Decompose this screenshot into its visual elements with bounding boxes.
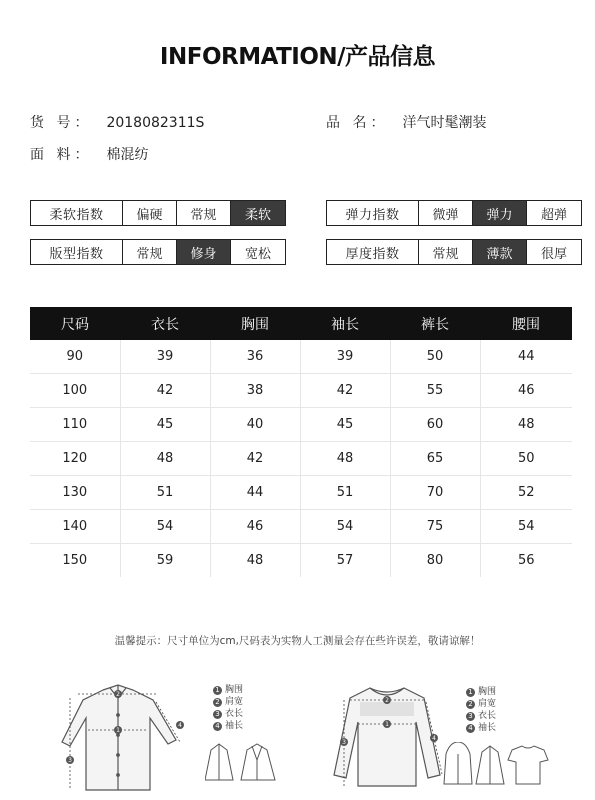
table-row	[30, 442, 572, 476]
table-cell: 42	[210, 442, 300, 476]
table-cell: 57	[300, 544, 390, 578]
table-cell: 42	[300, 374, 390, 408]
page-title: INFORMATION/产品信息	[159, 44, 436, 70]
left-legend	[213, 684, 243, 732]
table-cell: 110	[30, 408, 120, 442]
svg-text:1: 1	[385, 721, 389, 728]
elasticity-index-label: 弹力指数	[327, 201, 419, 225]
table-cell: 120	[30, 442, 120, 476]
table-cell: 50	[390, 340, 480, 374]
shirt-measurement-diagram	[58, 680, 198, 795]
softness-index	[30, 200, 286, 226]
legend-item: 3 衣长	[213, 708, 243, 720]
table-cell: 39	[300, 340, 390, 374]
elasticity-option: 超弹	[540, 207, 567, 223]
elasticity-index	[326, 200, 582, 226]
table-cell: 45	[120, 408, 210, 442]
fabric-label: 面 料：	[30, 147, 93, 163]
table-row	[30, 374, 572, 408]
header-pants-length: 裤长	[390, 307, 480, 340]
table-cell: 54	[480, 510, 572, 544]
table-cell: 150	[30, 544, 120, 578]
fit-index	[30, 239, 286, 265]
table-cell: 46	[480, 374, 572, 408]
table-cell: 60	[390, 408, 480, 442]
svg-text:3: 3	[342, 739, 346, 746]
jacket-icons	[205, 740, 280, 788]
table-cell: 48	[120, 442, 210, 476]
svg-text:4: 4	[432, 735, 436, 742]
header-length: 衣长	[120, 307, 210, 340]
table-cell: 80	[390, 544, 480, 578]
table-cell: 56	[517, 553, 535, 568]
table-row	[30, 340, 572, 374]
table-cell: 36	[210, 340, 300, 374]
product-name	[326, 112, 486, 132]
top-icons	[440, 742, 550, 788]
header-sleeve: 袖长	[300, 307, 390, 340]
table-cell: 40	[210, 408, 300, 442]
table-cell: 48	[210, 544, 300, 578]
header-waist: 腰围	[480, 307, 572, 340]
legend-item: 1 胸围	[466, 686, 496, 698]
right-legend	[466, 686, 496, 734]
thickness-option-selected: 薄款	[473, 240, 527, 264]
header-chest: 胸围	[210, 307, 300, 340]
fit-option: 常规	[123, 240, 177, 264]
legend-shoulder-label: 肩宽	[225, 697, 244, 707]
svg-text:3: 3	[68, 757, 72, 764]
item-number	[30, 112, 204, 132]
legend-item: 2 肩宽	[466, 698, 496, 710]
softness-option: 常规	[177, 201, 231, 225]
item-number-value: 2018082311S	[106, 115, 205, 131]
table-row	[30, 510, 572, 544]
softness-index-label: 柔软指数	[31, 201, 123, 225]
legend-item: 1 胸围	[213, 684, 243, 696]
legend-chest-label: 胸围	[478, 687, 497, 697]
table-cell: 38	[210, 374, 300, 408]
table-cell: 44	[480, 340, 572, 374]
item-number-label: 货 号：	[30, 115, 93, 131]
fit-option: 宽松	[244, 246, 271, 262]
svg-text:1: 1	[116, 727, 120, 734]
legend-sleeve-label: 袖长	[225, 721, 244, 731]
thickness-index-label: 厚度指数	[327, 240, 419, 264]
header-size: 尺码	[30, 307, 120, 340]
thickness-option: 很厚	[540, 246, 567, 262]
table-cell: 51	[120, 476, 210, 510]
svg-text:2: 2	[116, 691, 120, 698]
thickness-index	[326, 239, 582, 265]
legend-item: 2 肩宽	[213, 696, 243, 708]
elasticity-option-selected: 弹力	[473, 201, 527, 225]
fit-index-label: 版型指数	[31, 240, 123, 264]
table-cell: 130	[30, 476, 120, 510]
svg-text:4: 4	[178, 722, 182, 729]
table-cell: 90	[30, 340, 120, 374]
product-name-label: 品 名：	[326, 115, 389, 131]
legend-sleeve-label: 袖长	[478, 723, 497, 733]
table-cell: 44	[210, 476, 300, 510]
softness-option-selected: 柔软	[231, 201, 285, 225]
legend-chest-label: 胸围	[225, 685, 244, 695]
table-cell: 100	[30, 374, 120, 408]
fabric	[30, 144, 148, 164]
softness-option: 偏硬	[123, 201, 177, 225]
legend-item: 3 衣长	[466, 710, 496, 722]
table-cell: 75	[390, 510, 480, 544]
table-cell: 54	[120, 510, 210, 544]
table-cell: 48	[480, 408, 572, 442]
table-cell: 39	[120, 340, 210, 374]
svg-text:2: 2	[385, 697, 389, 704]
table-cell: 52	[480, 476, 572, 510]
legend-item: 4 袖长	[466, 722, 496, 734]
thickness-option: 常规	[419, 240, 473, 264]
table-cell: 55	[390, 374, 480, 408]
table-cell: 51	[300, 476, 390, 510]
table-cell: 48	[300, 442, 390, 476]
table-cell: 54	[300, 510, 390, 544]
legend-shoulder-label: 肩宽	[478, 699, 497, 709]
table-cell: 46	[210, 510, 300, 544]
legend-item: 4 袖长	[213, 720, 243, 732]
legend-length-label: 衣长	[478, 711, 497, 721]
product-name-value: 洋气时髦潮装	[402, 115, 487, 131]
size-table-header	[30, 307, 572, 340]
table-cell: 45	[300, 408, 390, 442]
table-row	[30, 476, 572, 510]
table-row	[30, 408, 572, 442]
table-cell: 59	[120, 544, 210, 578]
fabric-value: 棉混纺	[106, 147, 149, 163]
table-cell: 42	[120, 374, 210, 408]
table-cell: 140	[30, 510, 120, 544]
table-cell: 50	[480, 442, 572, 476]
table-cell: 65	[390, 442, 480, 476]
legend-length-label: 衣长	[225, 709, 244, 719]
table-row	[30, 544, 572, 578]
elasticity-option: 微弹	[419, 201, 473, 225]
measurement-note: 温馨提示：尺寸单位为cm,尺码表为实物人工测量会存在些许误差，敬请谅解！	[114, 635, 481, 647]
size-table	[30, 307, 572, 577]
fit-option-selected: 修身	[177, 240, 231, 264]
table-cell: 70	[390, 476, 480, 510]
